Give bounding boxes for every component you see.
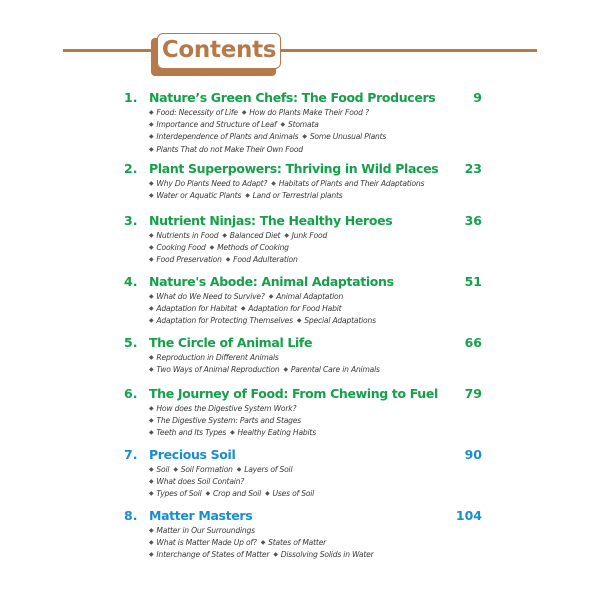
toc-chapter-3[interactable]	[124, 213, 484, 267]
subtopic-list	[149, 107, 484, 156]
chapter-heading[interactable]	[124, 274, 484, 290]
subtopic-item	[149, 416, 301, 425]
subtopic-item	[149, 145, 303, 154]
subtopic-text: Animal Adaptation	[276, 292, 344, 301]
subtopic-text: Water or Aquatic Plants	[156, 191, 242, 201]
chapter-number: 3.	[124, 213, 138, 228]
subtopic-item	[149, 538, 257, 547]
subtopic-item	[261, 489, 314, 498]
subtopic-line	[149, 537, 484, 549]
subtopic-line	[149, 488, 484, 500]
subtopic-item	[277, 120, 319, 129]
chapter-number: 6.	[124, 386, 138, 401]
subtopic-text: Uses of Soil	[272, 489, 315, 499]
diamond-bullet-icon: ◆	[280, 121, 285, 129]
chapter-page-number: 90	[464, 447, 482, 462]
subtopic-line	[149, 190, 484, 202]
subtopic-line	[149, 242, 484, 254]
subtopic-text: Plants That do not Make Their Own Food	[156, 144, 303, 154]
subtopic-line	[149, 254, 484, 266]
diamond-bullet-icon: ◆	[245, 192, 250, 200]
chapter-title[interactable]: Nutrient Ninjas: The Healthy Heroes	[149, 213, 393, 228]
subtopic-text: Special Adaptations	[304, 316, 376, 326]
diamond-bullet-icon: ◆	[302, 133, 307, 141]
subtopic-text: Nutrients in Food	[156, 231, 219, 240]
subtopic-item	[149, 108, 238, 117]
toc-chapter-1[interactable]	[124, 90, 484, 156]
subtopic-item	[149, 191, 241, 200]
subtopic-text: Adaptation for Food Habit	[248, 304, 342, 314]
chapter-title[interactable]: Plant Superpowers: Thriving in Wild Places	[149, 161, 439, 176]
subtopic-item	[149, 477, 244, 486]
subtopic-line	[149, 364, 484, 376]
subtopic-item	[149, 550, 269, 559]
subtopic-text: Why Do Plants Need to Adapt?	[156, 179, 268, 188]
subtopic-line	[149, 427, 484, 439]
subtopic-text: Two Ways of Animal Reproduction	[156, 365, 280, 375]
subtopic-list	[149, 291, 484, 328]
subtopic-line	[149, 549, 484, 561]
subtopic-text: States of Matter	[268, 538, 327, 548]
subtopic-line	[149, 403, 484, 415]
chapter-number: 5.	[124, 335, 138, 350]
subtopic-item	[149, 120, 277, 129]
toc-chapter-8[interactable]	[124, 508, 484, 562]
diamond-bullet-icon: ◆	[230, 429, 235, 437]
diamond-bullet-icon: ◆	[268, 293, 274, 300]
subtopic-text: Food: Necessity of Life	[156, 108, 238, 117]
diamond-bullet-icon: ◆	[149, 551, 154, 559]
diamond-bullet-icon: ◆	[149, 232, 154, 239]
subtopic-item	[267, 179, 424, 188]
subtopic-item	[149, 231, 218, 240]
subtopic-item	[149, 353, 279, 362]
subtopic-item	[218, 231, 280, 240]
subtopic-text: Methods of Cooking	[217, 243, 289, 253]
subtopic-item	[233, 465, 293, 474]
subtopic-item	[149, 304, 237, 313]
subtopic-text: Types of Soil	[156, 489, 202, 499]
subtopic-item	[149, 404, 296, 413]
diamond-bullet-icon: ◆	[149, 192, 154, 200]
page-title: Contents	[161, 37, 277, 63]
subtopic-item	[226, 428, 316, 437]
subtopic-text: What does Soil Contain?	[156, 477, 245, 487]
subtopic-list	[149, 352, 484, 376]
subtopic-item	[206, 243, 289, 252]
diamond-bullet-icon: ◆	[240, 305, 246, 313]
subtopic-item	[269, 550, 373, 559]
subtopic-line	[149, 303, 484, 315]
subtopic-text: Soil	[156, 465, 170, 474]
subtopic-line	[149, 315, 484, 327]
chapter-heading[interactable]	[124, 90, 484, 106]
chapter-title[interactable]: Precious Soil	[149, 447, 236, 462]
diamond-bullet-icon: ◆	[149, 305, 154, 313]
subtopic-item	[265, 292, 343, 301]
chapter-title[interactable]: The Circle of Animal Life	[149, 335, 313, 350]
subtopic-text: Adaptation for Habitat	[156, 304, 237, 314]
diamond-bullet-icon: ◆	[149, 539, 154, 547]
chapter-page-number: 9	[473, 90, 482, 105]
subtopic-text: What is Matter Made Up of?	[156, 538, 257, 548]
subtopic-text: The Digestive System: Parts and Stages	[156, 416, 302, 426]
subtopic-text: Layers of Soil	[244, 465, 293, 474]
subtopic-text: Reproduction in Different Animals	[156, 353, 279, 362]
subtopic-list	[149, 525, 484, 562]
subtopic-text: Stomata	[287, 120, 319, 130]
chapter-page-number: 104	[455, 508, 482, 523]
subtopic-item	[149, 465, 169, 474]
diamond-bullet-icon: ◆	[149, 366, 154, 374]
subtopic-text: Dissolving Solids in Water	[280, 550, 374, 560]
subtopic-line	[149, 476, 484, 488]
subtopic-text: Food Adulteration	[233, 255, 298, 265]
diamond-bullet-icon: ◆	[149, 244, 154, 252]
diamond-bullet-icon: ◆	[284, 232, 289, 239]
diamond-bullet-icon: ◆	[149, 256, 154, 264]
diamond-bullet-icon: ◆	[296, 317, 302, 325]
subtopic-line	[149, 352, 484, 364]
diamond-bullet-icon: ◆	[149, 133, 154, 141]
chapter-number: 2.	[124, 161, 138, 176]
subtopic-text: How does the Digestive System Work?	[156, 404, 297, 413]
subtopic-text: Food Preservation	[156, 255, 222, 265]
subtopic-line	[149, 464, 484, 476]
subtopic-list	[149, 403, 484, 440]
diamond-bullet-icon: ◆	[283, 366, 288, 374]
subtopic-line	[149, 178, 484, 190]
toc-chapter-6[interactable]	[124, 386, 484, 440]
diamond-bullet-icon: ◆	[149, 180, 154, 187]
subtopic-item	[279, 365, 379, 374]
subtopic-item	[241, 191, 342, 200]
toc-chapter-5[interactable]	[124, 335, 484, 376]
chapter-title[interactable]: Matter Masters	[149, 508, 253, 523]
subtopic-item	[222, 255, 298, 264]
chapter-heading[interactable]	[124, 335, 484, 351]
subtopic-list	[149, 230, 484, 267]
subtopic-text: Habitats of Plants and Their Adaptations	[278, 179, 425, 188]
toc-chapter-4[interactable]	[124, 274, 484, 328]
subtopic-item	[202, 489, 262, 498]
chapter-heading[interactable]	[124, 447, 484, 463]
diamond-bullet-icon: ◆	[209, 244, 215, 252]
subtopic-item	[149, 179, 267, 188]
subtopic-text: Healthy Eating Habits	[237, 428, 316, 438]
subtopic-item	[149, 489, 202, 498]
chapter-page-number: 79	[464, 386, 482, 401]
subtopic-text: Interchange of States of Matter	[156, 550, 270, 560]
chapter-heading[interactable]	[124, 161, 484, 177]
subtopic-text: Interdependence of Plants and Animals	[156, 132, 299, 142]
subtopic-text: Junk Food	[291, 231, 328, 240]
diamond-bullet-icon: ◆	[149, 466, 154, 473]
subtopic-text: Crop and Soil	[213, 489, 262, 499]
subtopic-text: Importance and Structure of Leaf	[156, 120, 277, 130]
diamond-bullet-icon: ◆	[149, 478, 154, 486]
diamond-bullet-icon: ◆	[241, 109, 247, 116]
header-rule	[63, 49, 537, 52]
diamond-bullet-icon: ◆	[149, 527, 154, 534]
diamond-bullet-icon: ◆	[149, 121, 154, 129]
diamond-bullet-icon: ◆	[149, 145, 154, 153]
chapter-page-number: 36	[464, 213, 482, 228]
title-badge	[157, 33, 281, 69]
diamond-bullet-icon: ◆	[173, 466, 178, 473]
diamond-bullet-icon: ◆	[271, 180, 276, 187]
subtopic-list	[149, 178, 484, 202]
chapter-heading[interactable]	[124, 508, 484, 524]
chapter-title[interactable]: Nature’s Green Chefs: The Food Producers	[149, 90, 436, 105]
subtopic-item	[293, 316, 376, 325]
subtopic-item	[149, 428, 226, 437]
subtopic-item	[238, 108, 369, 117]
subtopic-item	[149, 316, 293, 325]
subtopic-item	[237, 304, 342, 313]
chapter-number: 4.	[124, 274, 138, 289]
subtopic-text: Some Unusual Plants	[309, 132, 387, 142]
subtopic-item	[298, 132, 386, 141]
subtopic-item	[149, 255, 222, 264]
diamond-bullet-icon: ◆	[149, 417, 154, 425]
diamond-bullet-icon: ◆	[149, 317, 154, 325]
subtopic-item	[280, 231, 327, 240]
subtopic-item	[169, 465, 232, 474]
diamond-bullet-icon: ◆	[149, 109, 154, 116]
diamond-bullet-icon: ◆	[236, 466, 242, 473]
subtopic-line	[149, 107, 484, 119]
toc-chapter-2[interactable]	[124, 161, 484, 202]
chapter-heading[interactable]	[124, 386, 484, 402]
subtopic-item	[257, 538, 326, 547]
chapter-number: 8.	[124, 508, 138, 523]
diamond-bullet-icon: ◆	[149, 354, 154, 361]
subtopic-text: Soil Formation	[180, 465, 233, 474]
subtopic-line	[149, 291, 484, 303]
diamond-bullet-icon: ◆	[149, 293, 154, 300]
subtopic-item	[149, 526, 255, 535]
chapter-number: 1.	[124, 90, 138, 105]
subtopic-text: Cooking Food	[156, 243, 206, 253]
subtopic-line	[149, 144, 484, 156]
diamond-bullet-icon: ◆	[149, 429, 154, 437]
subtopic-text: Balanced Diet	[229, 231, 281, 240]
diamond-bullet-icon: ◆	[222, 232, 227, 239]
subtopic-text: Land or Terrestrial plants	[252, 191, 343, 201]
subtopic-line	[149, 131, 484, 143]
chapter-number: 7.	[124, 447, 138, 462]
chapter-heading[interactable]	[124, 213, 484, 229]
toc-chapter-7[interactable]	[124, 447, 484, 501]
subtopic-line	[149, 119, 484, 131]
subtopic-text: What do We Need to Survive?	[156, 292, 265, 301]
diamond-bullet-icon: ◆	[149, 405, 154, 412]
chapter-title[interactable]: Nature's Abode: Animal Adaptations	[149, 274, 394, 289]
subtopic-item	[149, 243, 206, 252]
diamond-bullet-icon: ◆	[273, 551, 278, 559]
diamond-bullet-icon: ◆	[205, 490, 210, 498]
subtopic-text: Parental Care in Animals	[290, 365, 380, 375]
subtopic-item	[149, 365, 279, 374]
diamond-bullet-icon: ◆	[260, 539, 266, 547]
subtopic-text: Adaptation for Protecting Themselves	[156, 316, 293, 326]
subtopic-item	[149, 292, 265, 301]
subtopic-text: Teeth and Its Types	[156, 428, 227, 438]
subtopic-item	[149, 132, 298, 141]
subtopic-list	[149, 464, 484, 501]
chapter-title[interactable]: The Journey of Food: From Chewing to Fuel	[149, 386, 438, 401]
subtopic-text: How do Plants Make Their Food ?	[249, 108, 369, 117]
chapter-page-number: 51	[464, 274, 482, 289]
subtopic-text: Matter in Our Surroundings	[156, 526, 255, 535]
diamond-bullet-icon: ◆	[149, 490, 154, 498]
chapter-page-number: 66	[464, 335, 482, 350]
subtopic-line	[149, 230, 484, 242]
subtopic-line	[149, 525, 484, 537]
subtopic-line	[149, 415, 484, 427]
diamond-bullet-icon: ◆	[225, 256, 231, 264]
diamond-bullet-icon: ◆	[265, 490, 270, 498]
chapter-page-number: 23	[464, 161, 482, 176]
